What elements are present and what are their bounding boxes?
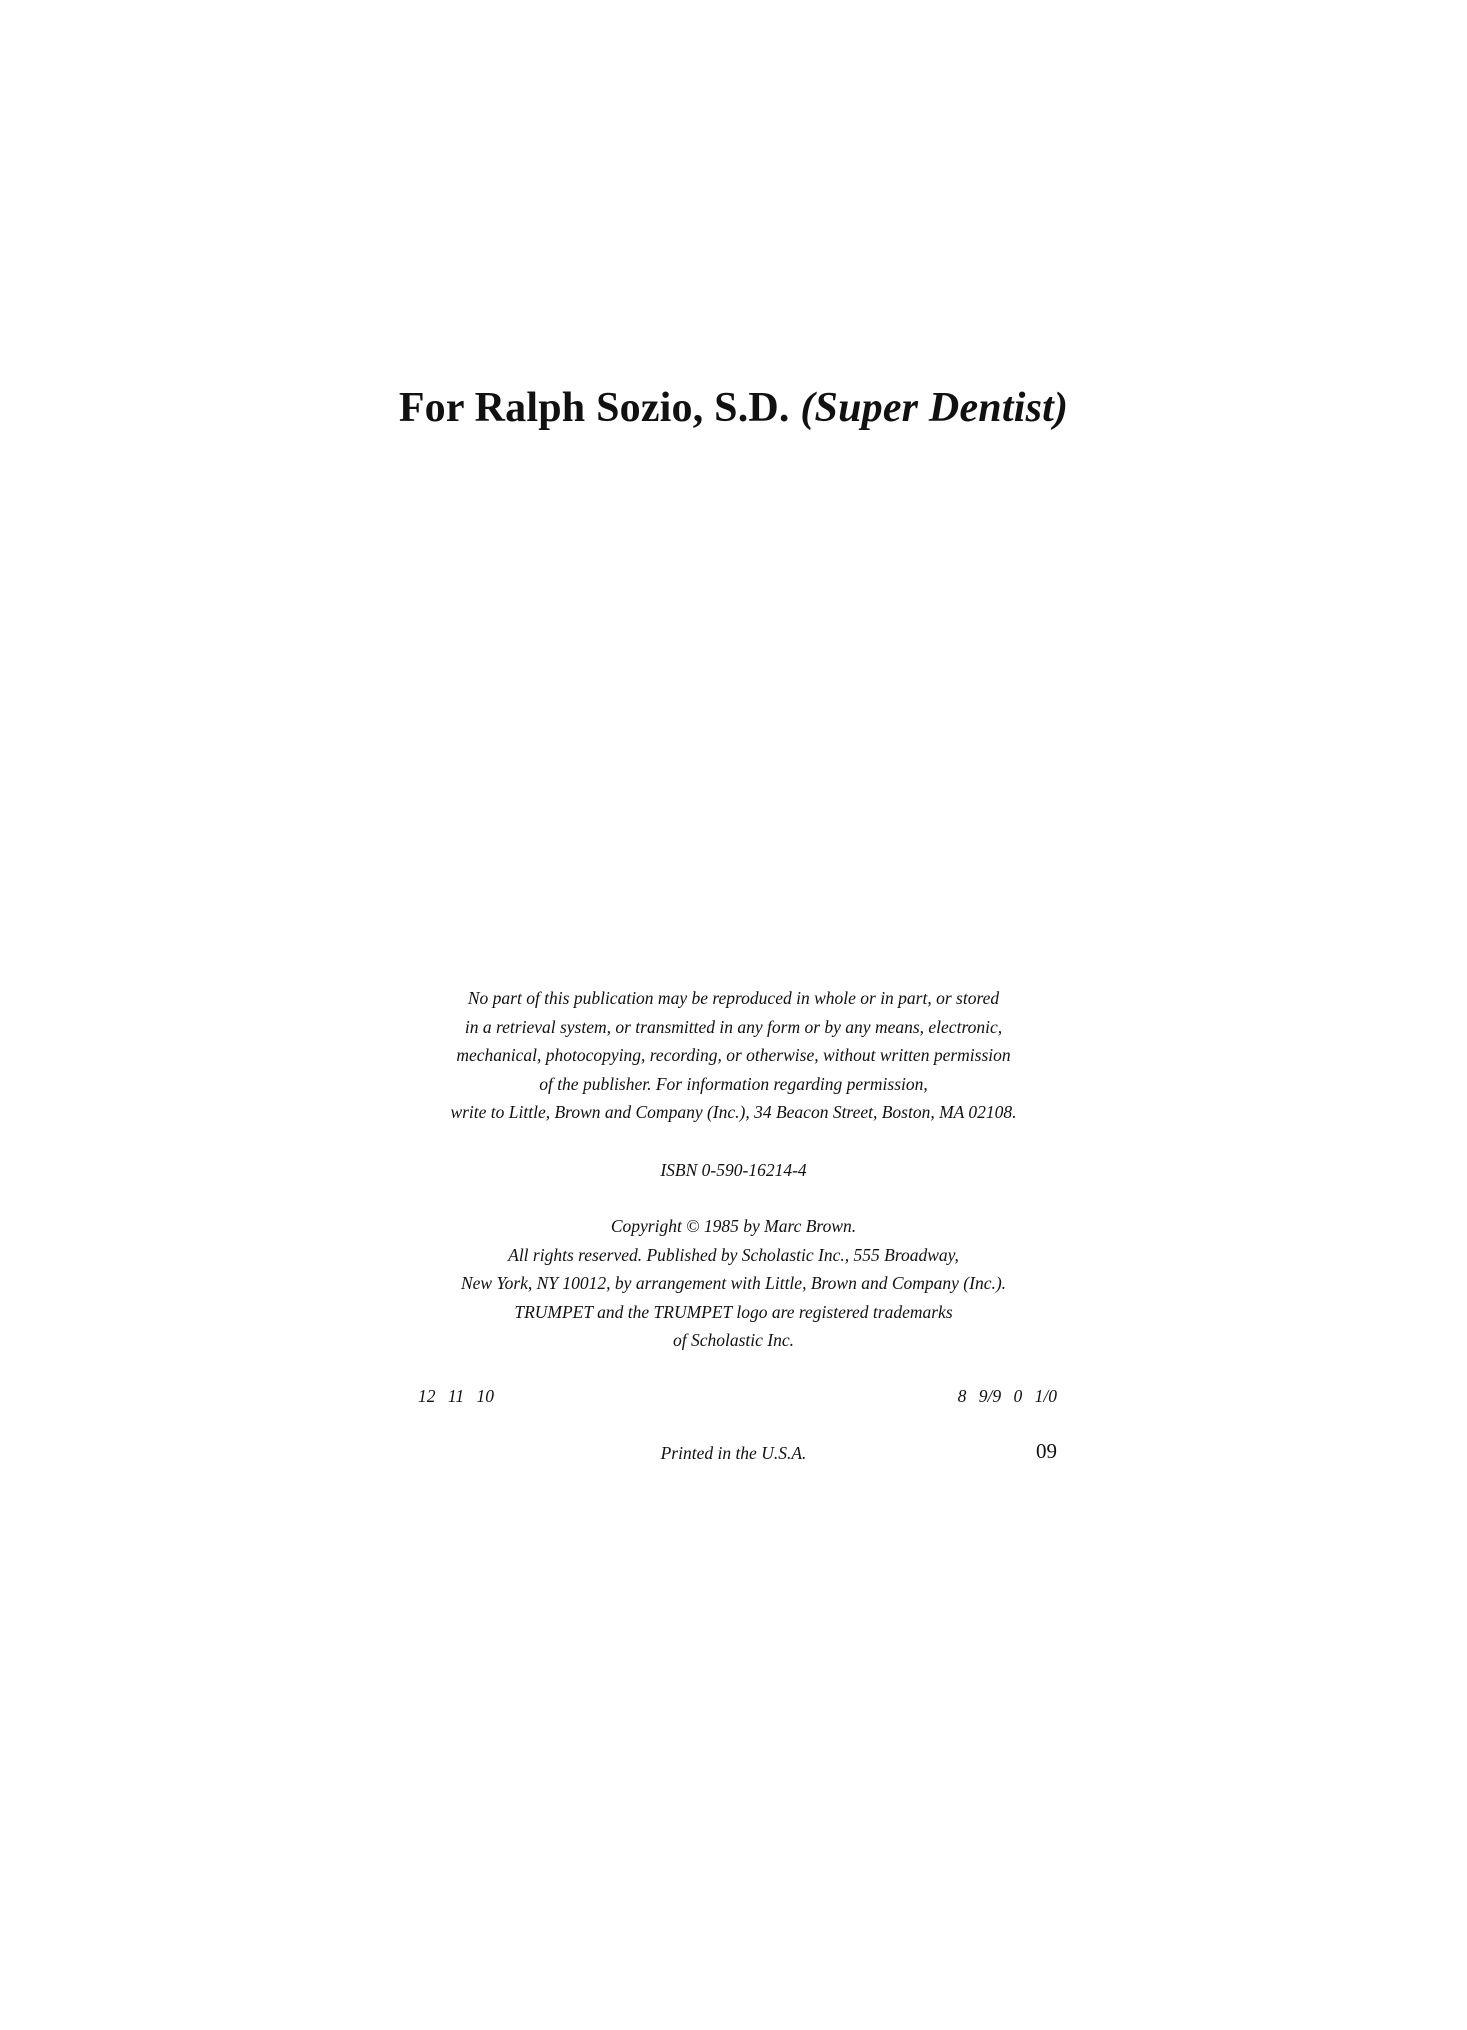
copyright-notice bbox=[0, 1212, 1467, 1355]
printing-numbers-right: 8 9/9 0 1/0 bbox=[957, 1386, 1057, 1406]
printed-in: Printed in the U.S.A. bbox=[660, 1443, 807, 1463]
dedication bbox=[0, 382, 1467, 434]
dedication-main: For Ralph Sozio, S.D. bbox=[398, 385, 801, 431]
printing-numbers-left: 12 11 10 bbox=[418, 1386, 494, 1406]
rights-line: write to Little, Brown and Company (Inc.), 34 Beacon Street, Boston, MA 02108. bbox=[450, 1102, 1017, 1122]
rights-line: No part of this publication may be reproduced in whole or in part, or stored bbox=[467, 988, 1000, 1008]
copyright-line: of Scholastic Inc. bbox=[672, 1330, 794, 1350]
rights-line: in a retrieval system, or transmitted in any form or by any means, electronic, bbox=[464, 1016, 1003, 1037]
copyright-line: TRUMPET and the TRUMPET logo are registered trademarks bbox=[514, 1301, 953, 1322]
isbn: ISBN 0-590-16214-4 bbox=[660, 1160, 807, 1180]
dedication-italic: (Super Dentist) bbox=[800, 385, 1069, 431]
copyright-line: New York, NY 10012, by arrangement with Little, Brown and Company (Inc.). bbox=[460, 1273, 1007, 1293]
copyright-line: Copyright © 1985 by Marc Brown. bbox=[610, 1216, 857, 1236]
print-code: 09 bbox=[1036, 1439, 1057, 1463]
copyright-line: All rights reserved. Published by Scholastic Inc., 555 Broadway, bbox=[508, 1244, 959, 1265]
rights-notice bbox=[0, 984, 1467, 1127]
rights-line: mechanical, photocopying, recording, or otherwise, without written permission bbox=[456, 1045, 1011, 1065]
rights-line: of the publisher. For information regarding permission, bbox=[539, 1073, 928, 1094]
